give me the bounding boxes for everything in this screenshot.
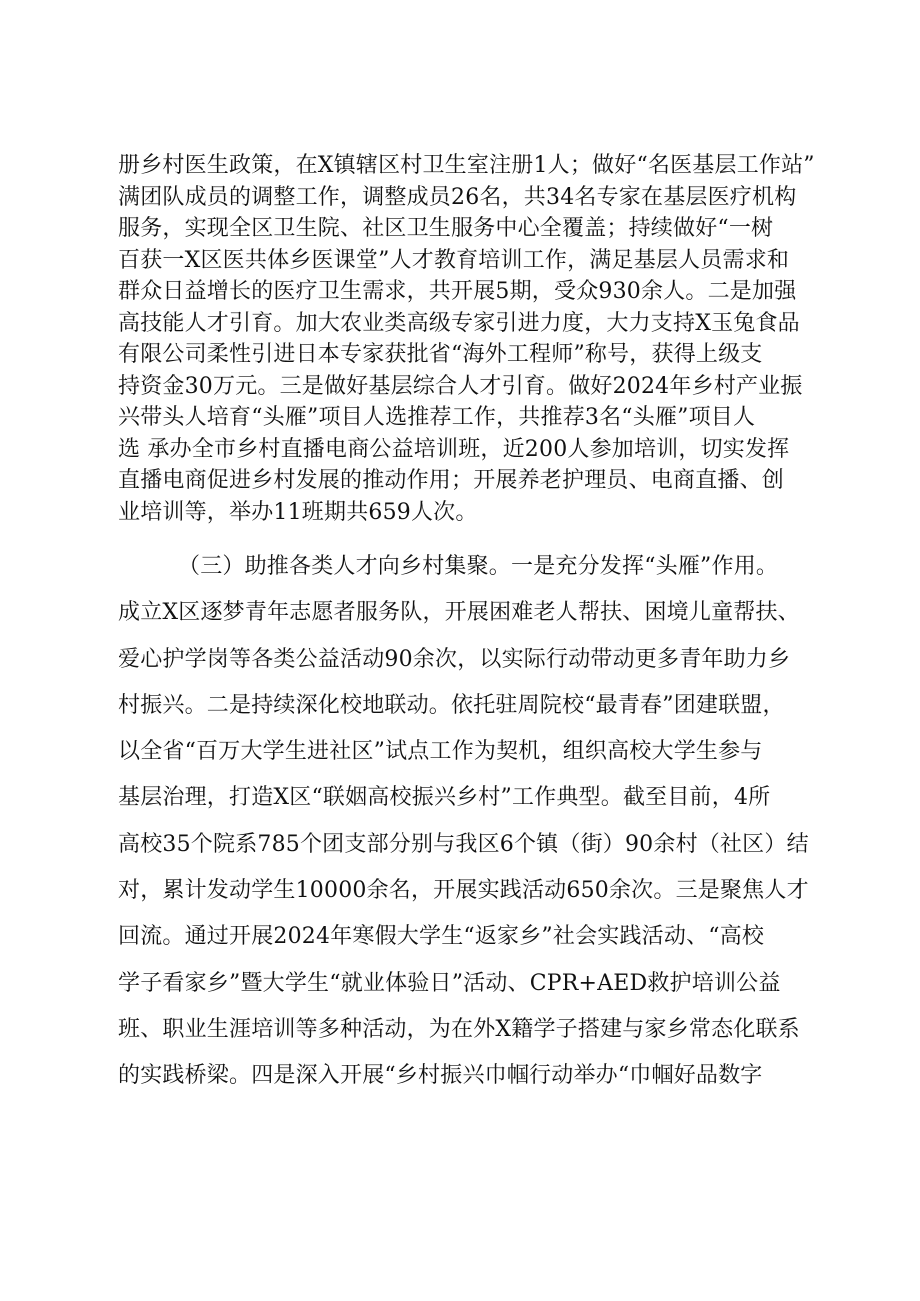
text-line: 村振兴。二是持续深化校地联动。依托驻周院校“最青春”团建联盟，: [118, 692, 785, 718]
text-line: 业培训等，举办11班期共659人次。: [118, 499, 478, 525]
text-line: 满团队成员的调整工作，调整成员26名，共34名专家在基层医疗机构: [118, 184, 797, 210]
text-line: 册乡村医生政策，在X镇辖区村卫生室注册1人；做好“名医基层工作站”: [118, 153, 815, 178]
text-line: 成立X区逐梦青年志愿者服务队，开展困难老人帮扶、困境儿童帮扶、: [118, 600, 800, 626]
text-line: 高校35个院系785个团支部分别与我区6个镇（街）90余村（社区）结: [118, 831, 809, 857]
text-line: 直播电商促进乡村发展的推动作用；开展养老护理员、电商直播、创: [118, 468, 785, 493]
text-line: 回流。通过开展2024年寒假大学生“返家乡”社会实践活动、“高校: [118, 924, 765, 950]
text-line: （三）助推各类人才向乡村集聚。一是充分发挥“头雁”作用。: [178, 554, 779, 579]
text-line: 爱心护学岗等各类公益活动90余次，以实际行动带动更多青年助力乡: [118, 646, 791, 672]
paragraph-1: [118, 150, 818, 528]
text-line: 基层治理，打造X区“联姻高校振兴乡村”工作典型。截至目前，4所: [118, 785, 771, 811]
text-line: 持资金30万元。三是做好基层综合人才引育。做好2024年乡村产业振: [118, 373, 803, 399]
text-line: 群众日益增长的医疗卫生需求，共开展5期，受众930余人。二是加强: [118, 279, 797, 304]
text-line: 百获一X区医共体乡医课堂”人才教育培训工作，满足基层人员需求和: [118, 247, 790, 273]
text-line: 对，累计发动学生10000余名，开展实践活动650余次。三是聚焦人才: [118, 878, 809, 904]
text-line: 服务，实现全区卫生院、社区卫生服务中心全覆盖；持续做好“一树: [118, 216, 774, 241]
text-line: 有限公司柔性引进日本专家获批省“海外工程师”称号，获得上级支: [118, 342, 763, 367]
text-line: 选 承办全市乡村直播电商公益培训班，近200人参加培训，切实发挥: [118, 436, 790, 462]
paragraph-2: [118, 544, 818, 1100]
text-line: 以全省“百万大学生进社区”试点工作为契机，组织高校大学生参与: [118, 739, 763, 765]
text-line: 学子看家乡”暨大学生“就业体验日”活动、CPR+AED救护培训公益: [118, 970, 781, 996]
text-line: 班、职业生涯培训等多种活动，为在外X籍学子搭建与家乡常态化联系: [118, 1016, 800, 1042]
document-page: [118, 150, 818, 1100]
text-line: 高技能人才引育。加大农业类高级专家引进力度，大力支持X玉兔食品: [118, 310, 800, 336]
text-line: 的实践桥梁。四是深入开展“乡村振兴巾帼行动举办“巾帼好品数字: [118, 1063, 763, 1089]
text-line: 兴带头人培育“头雁”项目人选推荐工作，共推荐3名“头雁”项目人: [118, 405, 756, 430]
